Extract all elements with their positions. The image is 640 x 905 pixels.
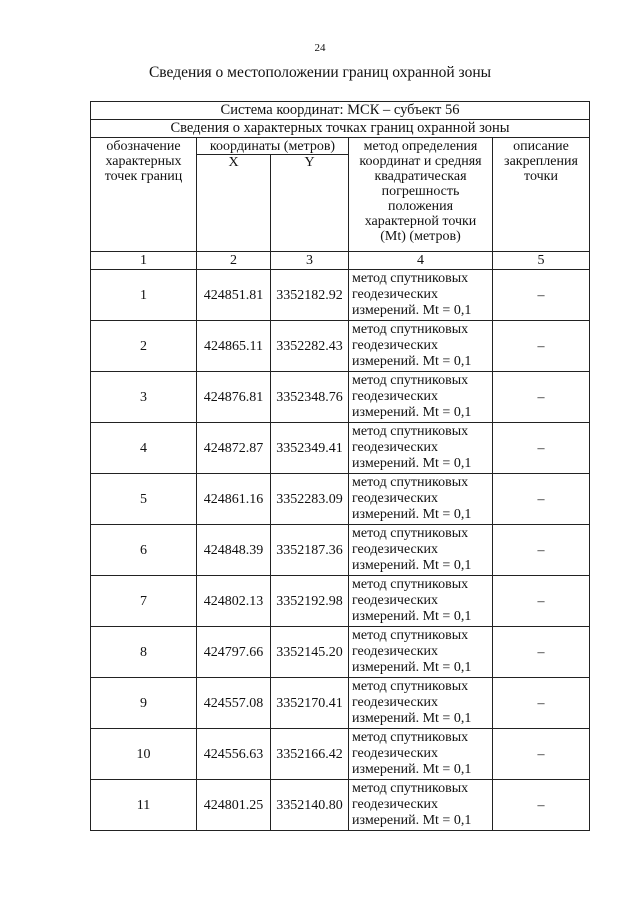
y-coordinate-cell: 3352187.36 — [271, 525, 349, 576]
x-header: X — [197, 155, 271, 252]
points-header-cell: Сведения о характерных точках границ охранной зоны — [91, 120, 590, 138]
table-row — [91, 270, 590, 321]
boundary-points-table — [90, 101, 590, 831]
y-header: Y — [271, 155, 349, 252]
description-cell: – — [493, 321, 590, 372]
table-row — [91, 372, 590, 423]
x-coordinate-cell: 424861.16 — [197, 474, 271, 525]
description-cell: – — [493, 270, 590, 321]
description-cell: – — [493, 474, 590, 525]
x-coordinate-cell: 424557.08 — [197, 678, 271, 729]
x-coordinate-cell: 424802.13 — [197, 576, 271, 627]
point-number-cell: 5 — [91, 474, 197, 525]
table-row — [91, 525, 590, 576]
coord-system-row — [91, 102, 590, 120]
y-coordinate-cell: 3352140.80 — [271, 780, 349, 831]
column-header-row — [91, 138, 590, 155]
table-row — [91, 423, 590, 474]
description-cell: – — [493, 780, 590, 831]
table-row — [91, 321, 590, 372]
table-row — [91, 627, 590, 678]
page-number: 24 — [314, 42, 326, 54]
x-coordinate-cell: 424851.81 — [197, 270, 271, 321]
method-cell: метод спутниковых геодезических измерений. Mt = 0,1 — [349, 423, 493, 474]
table-row — [91, 780, 590, 831]
x-coordinate-cell: 424801.25 — [197, 780, 271, 831]
description-cell: – — [493, 576, 590, 627]
description-header: описание закрепления точки — [493, 138, 590, 252]
column-number-row — [91, 252, 590, 270]
point-number-cell: 2 — [91, 321, 197, 372]
table-row — [91, 474, 590, 525]
method-cell: метод спутниковых геодезических измерений. Mt = 0,1 — [349, 321, 493, 372]
x-coordinate-cell: 424865.11 — [197, 321, 271, 372]
column-number: 2 — [197, 252, 271, 270]
method-header: метод определения координат и средняя квадратическая погрешность положения характерной точки (Mt) (метров) — [349, 138, 493, 252]
column-number: 3 — [271, 252, 349, 270]
y-coordinate-cell: 3352192.98 — [271, 576, 349, 627]
coordinates-header: координаты (метров) — [197, 138, 349, 155]
y-coordinate-cell: 3352145.20 — [271, 627, 349, 678]
column-number: 4 — [349, 252, 493, 270]
coord-system-cell: Система координат: МСК – субъект 56 — [91, 102, 590, 120]
description-cell: – — [493, 627, 590, 678]
point-number-cell: 4 — [91, 423, 197, 474]
method-cell: метод спутниковых геодезических измерений. Mt = 0,1 — [349, 627, 493, 678]
y-coordinate-cell: 3352166.42 — [271, 729, 349, 780]
method-cell: метод спутниковых геодезических измерений. Mt = 0,1 — [349, 780, 493, 831]
description-cell: – — [493, 372, 590, 423]
point-number-cell: 8 — [91, 627, 197, 678]
y-coordinate-cell: 3352348.76 — [271, 372, 349, 423]
method-cell: метод спутниковых геодезических измерений. Mt = 0,1 — [349, 525, 493, 576]
y-coordinate-cell: 3352170.41 — [271, 678, 349, 729]
table-body — [91, 102, 590, 831]
table-row — [91, 678, 590, 729]
x-coordinate-cell: 424556.63 — [197, 729, 271, 780]
point-number-cell: 3 — [91, 372, 197, 423]
method-cell: метод спутниковых геодезических измерений. Mt = 0,1 — [349, 729, 493, 780]
table-row — [91, 576, 590, 627]
description-cell: – — [493, 423, 590, 474]
points-header-row — [91, 120, 590, 138]
x-coordinate-cell: 424872.87 — [197, 423, 271, 474]
x-coordinate-cell: 424876.81 — [197, 372, 271, 423]
description-cell: – — [493, 525, 590, 576]
column-number: 1 — [91, 252, 197, 270]
point-number-cell: 10 — [91, 729, 197, 780]
description-cell: – — [493, 678, 590, 729]
y-coordinate-cell: 3352282.43 — [271, 321, 349, 372]
x-coordinate-cell: 424848.39 — [197, 525, 271, 576]
method-cell: метод спутниковых геодезических измерений. Mt = 0,1 — [349, 372, 493, 423]
y-coordinate-cell: 3352182.92 — [271, 270, 349, 321]
document-title: Сведения о местоположении границ охранной зоны — [148, 64, 492, 81]
y-coordinate-cell: 3352349.41 — [271, 423, 349, 474]
method-cell: метод спутниковых геодезических измерений. Mt = 0,1 — [349, 270, 493, 321]
table-row — [91, 729, 590, 780]
x-coordinate-cell: 424797.66 — [197, 627, 271, 678]
method-cell: метод спутниковых геодезических измерений. Mt = 0,1 — [349, 678, 493, 729]
point-number-cell: 9 — [91, 678, 197, 729]
description-cell: – — [493, 729, 590, 780]
column-number: 5 — [493, 252, 590, 270]
point-number-cell: 1 — [91, 270, 197, 321]
point-number-cell: 11 — [91, 780, 197, 831]
method-cell: метод спутниковых геодезических измерений. Mt = 0,1 — [349, 474, 493, 525]
point-number-cell: 6 — [91, 525, 197, 576]
point-number-cell: 7 — [91, 576, 197, 627]
method-cell: метод спутниковых геодезических измерений. Mt = 0,1 — [349, 576, 493, 627]
designation-header: обозначение характерных точек границ — [91, 138, 197, 252]
y-coordinate-cell: 3352283.09 — [271, 474, 349, 525]
